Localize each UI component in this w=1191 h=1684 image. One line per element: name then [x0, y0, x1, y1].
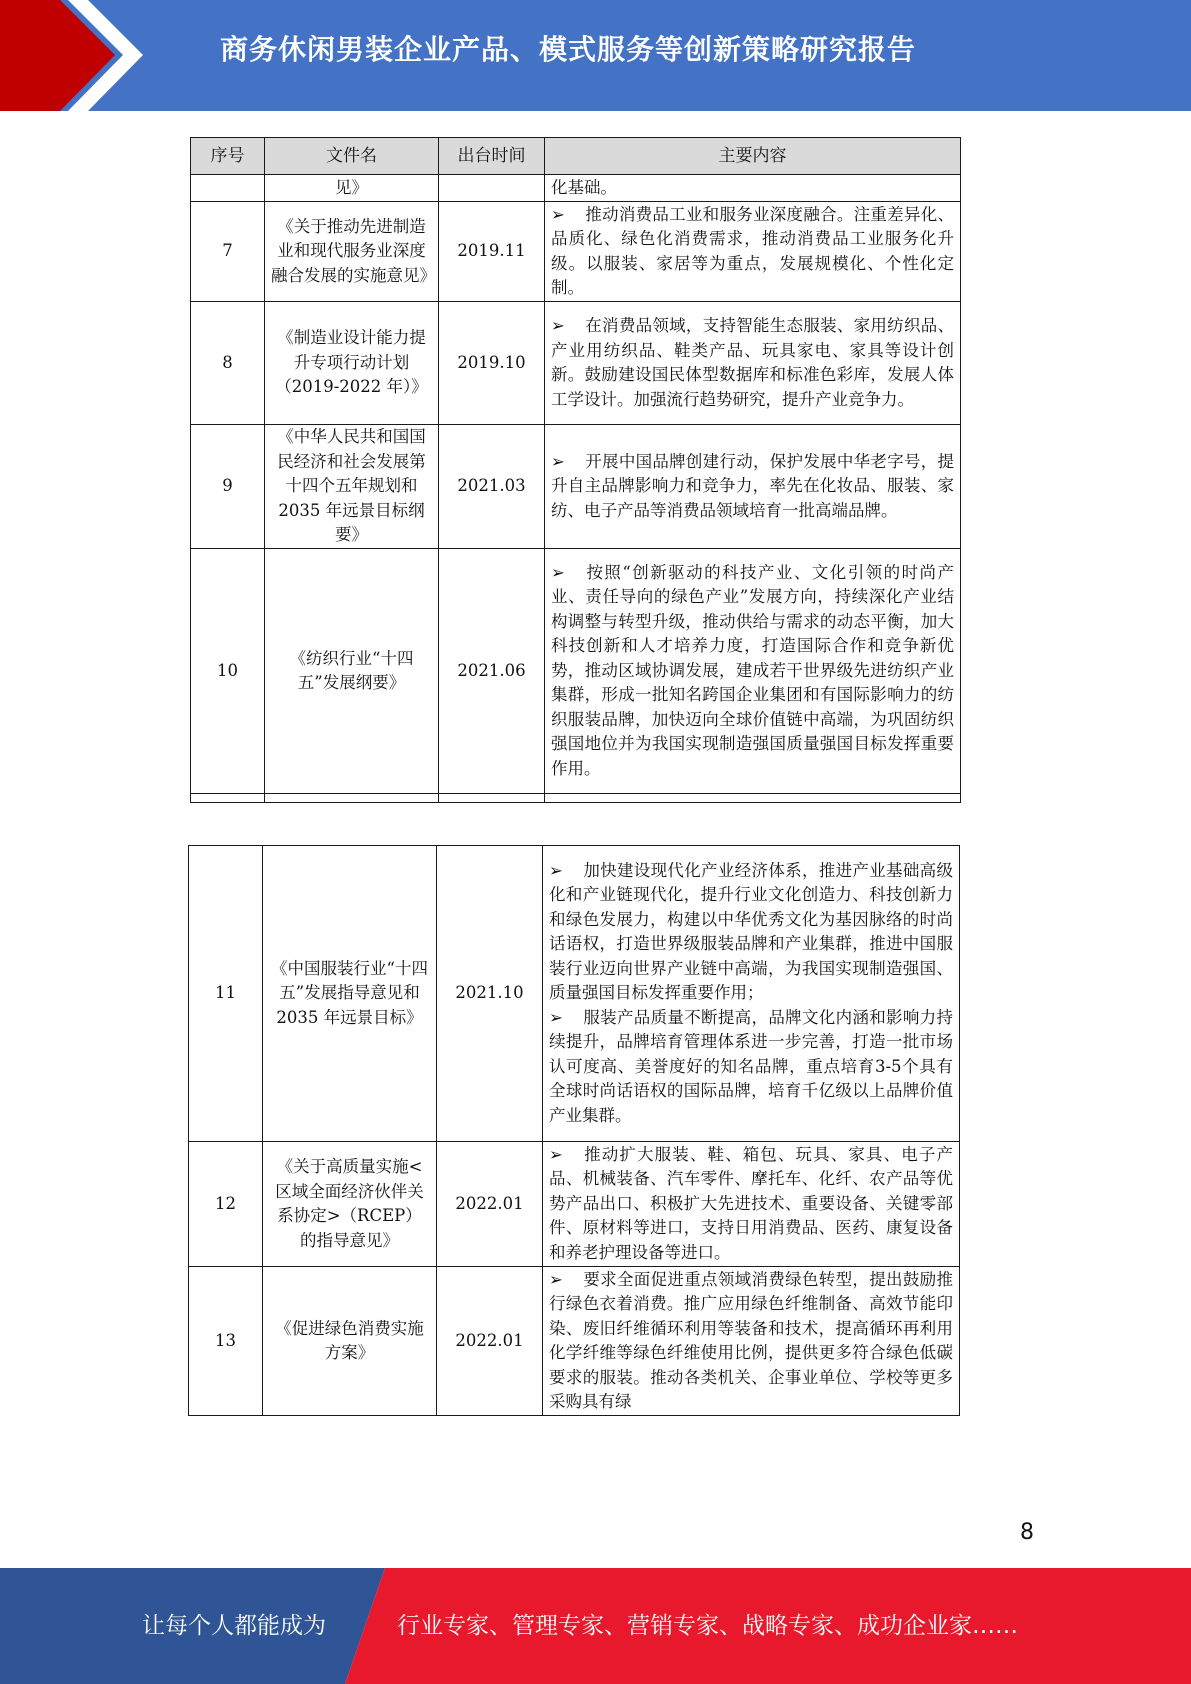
- row-content: [543, 1267, 960, 1416]
- content-item: 要求全面促进重点领域消费绿色转型，提出鼓励推行绿色衣着消费。推广应用绿色纤维制备、高效节能印染、废旧纤维循环利用等装备和技术，提高循环再利用化学纤维等绿色纤维使用比例，提供更多符合绿色低碳要求的服装。推动各类机关、企事业单位、学校等更多采购具有绿: [549, 1269, 953, 1411]
- table-header-row: [191, 138, 961, 175]
- header-num: 序号: [191, 138, 265, 175]
- cut-cell: [545, 794, 961, 803]
- bullet-arrow-icon: ➢: [551, 451, 565, 471]
- table-row: [191, 202, 961, 302]
- table-row: [189, 846, 960, 1142]
- row-name: 见》: [265, 175, 439, 202]
- content-paragraph: [549, 859, 953, 1006]
- content-item: 服装产品质量不断提高，品牌文化内涵和影响力持续提升，品牌培育管理体系进一步完善，打造一批市场认可度高、美誉度好的知名品牌，重点培育3-5个具有全球时尚话语权的国际品牌，培育千亿级以上品牌价值产业集群。: [549, 1007, 953, 1125]
- cut-cell: [265, 794, 439, 803]
- row-date: 2021.03: [439, 425, 545, 549]
- row-num: 10: [191, 549, 265, 794]
- content-item: 在消费品领域，支持智能生态服装、家用纺织品、产业用纺织品、鞋类产品、玩具家电、家具等设计创新。鼓励建设国民体型数据库和标准色彩库，发展人体工学设计。加强流行趋势研究，提升产业竞争力。: [551, 316, 954, 409]
- bullet-arrow-icon: ➢: [551, 316, 565, 335]
- content-item: 按照“创新驱动的科技产业、文化引领的时尚产业、责任导向的绿色产业”发展方向，持续深化产业结构调整与转型升级，推动供给与需求的动态平衡，加大科技创新和人才培养力度，打造国际合作和竞争新优势，推动区域协调发展，建成若干世界级先进纺织产业集群，形成一批知名跨国企业集团和有国际影响力的纺织服装品牌，加快迈向全球价值链中高端，为巩固纺织强国地位并为我国实现制造强国质量强国目标发挥重要作用。: [551, 562, 954, 778]
- row-content: [545, 549, 961, 794]
- policy-table-part-2: [188, 845, 960, 1416]
- page-footer: [0, 1568, 1191, 1684]
- header-chevron-decoration: [0, 0, 160, 111]
- content-item: 加快建设现代化产业经济体系，推进产业基础高级化和产业链现代化，提升行业文化创造力、科技创新力和绿色发展力，构建以中华优秀文化为基因脉络的时尚话语权，打造世界级服装品牌和产业集群，推进中国服装行业迈向世界产业链中高端，为我国实现制造强国、质量强国目标发挥重要作用；: [549, 860, 953, 1003]
- table-row-continued: [191, 175, 961, 202]
- footer-slogan-left: 让每个人都能成为: [142, 1613, 326, 1639]
- row-content: [545, 425, 961, 549]
- row-num: 7: [191, 202, 265, 302]
- row-date: 2021.06: [439, 549, 545, 794]
- bullet-arrow-icon: ➢: [551, 204, 565, 224]
- table-row: [191, 549, 961, 794]
- row-date: 2019.11: [439, 202, 545, 302]
- content-paragraph: [549, 1006, 953, 1129]
- row-num: 13: [189, 1267, 263, 1416]
- row-name: 《关于高质量实施<区域全面经济伙伴关系协定>（RCEP）的指导意见》: [263, 1142, 437, 1267]
- header-date: 出台时间: [439, 138, 545, 175]
- header-name: 文件名: [265, 138, 439, 175]
- cut-cell: [439, 794, 545, 803]
- row-date: 2022.01: [437, 1142, 543, 1267]
- bullet-arrow-icon: ➢: [551, 562, 565, 582]
- row-date: 2021.10: [437, 846, 543, 1142]
- row-content: [543, 846, 960, 1142]
- table-row: [189, 1267, 960, 1416]
- page-number: 8: [1020, 1520, 1034, 1545]
- row-num: 8: [191, 302, 265, 425]
- row-name: 《中国服装行业“十四五”发展指导意见和 2035 年远景目标》: [263, 846, 437, 1142]
- content-item: 推动扩大服装、鞋、箱包、玩具、家具、电子产品、机械装备、汽车零件、摩托车、化纤、农产品等优势产品出口、积极扩大先进技术、重要设备、关键零部件、原材料等进口，支持日用消费品、医药、康复设备和养老护理设备等进口。: [549, 1144, 953, 1262]
- row-name: 《中华人民共和国国民经济和社会发展第十四个五年规划和 2035 年远景目标纲要》: [265, 425, 439, 549]
- header-content: 主要内容: [545, 138, 961, 175]
- row-num: 11: [189, 846, 263, 1142]
- row-content: [545, 202, 961, 302]
- table-row: [191, 302, 961, 425]
- footer-slogan-right: 行业专家、管理专家、营销专家、战略专家、成功企业家……: [397, 1613, 1018, 1639]
- content-item: 开展中国品牌创建行动，保护发展中华老字号，提升自主品牌影响力和竞争力，率先在化妆品、服装、家纺、电子产品等消费品领域培育一批高端品牌。: [551, 451, 954, 520]
- report-title: 商务休闲男装企业产品、模式服务等创新策略研究报告: [220, 33, 917, 66]
- row-content: [543, 1142, 960, 1267]
- page-break-row: [191, 794, 961, 803]
- row-content: 化基础。: [545, 175, 961, 202]
- row-name: 《关于推动先进制造业和现代服务业深度融合发展的实施意见》: [265, 202, 439, 302]
- bullet-arrow-icon: ➢: [549, 860, 563, 880]
- row-name: 《制造业设计能力提升专项行动计划（2019-2022 年）》: [265, 302, 439, 425]
- row-date: [439, 175, 545, 202]
- row-content: [545, 302, 961, 425]
- content-item: 推动消费品工业和服务业深度融合。注重差异化、品质化、绿色化消费需求，推动消费品工业服务化升级。以服装、家居等为重点，发展规模化、个性化定制。: [551, 204, 954, 297]
- row-num: [191, 175, 265, 202]
- row-name: 《促进绿色消费实施方案》: [263, 1267, 437, 1416]
- bullet-arrow-icon: ➢: [549, 1269, 563, 1289]
- policy-table-part-1: [190, 137, 961, 803]
- page-header: [0, 0, 1191, 111]
- bullet-arrow-icon: ➢: [549, 1007, 563, 1027]
- cut-cell: [191, 794, 265, 803]
- row-date: 2019.10: [439, 302, 545, 425]
- table-row: [191, 425, 961, 549]
- row-name: 《纺织行业“十四五”发展纲要》: [265, 549, 439, 794]
- row-num: 9: [191, 425, 265, 549]
- row-date: 2022.01: [437, 1267, 543, 1416]
- row-num: 12: [189, 1142, 263, 1267]
- bullet-arrow-icon: ➢: [549, 1144, 563, 1164]
- table-row: [189, 1142, 960, 1267]
